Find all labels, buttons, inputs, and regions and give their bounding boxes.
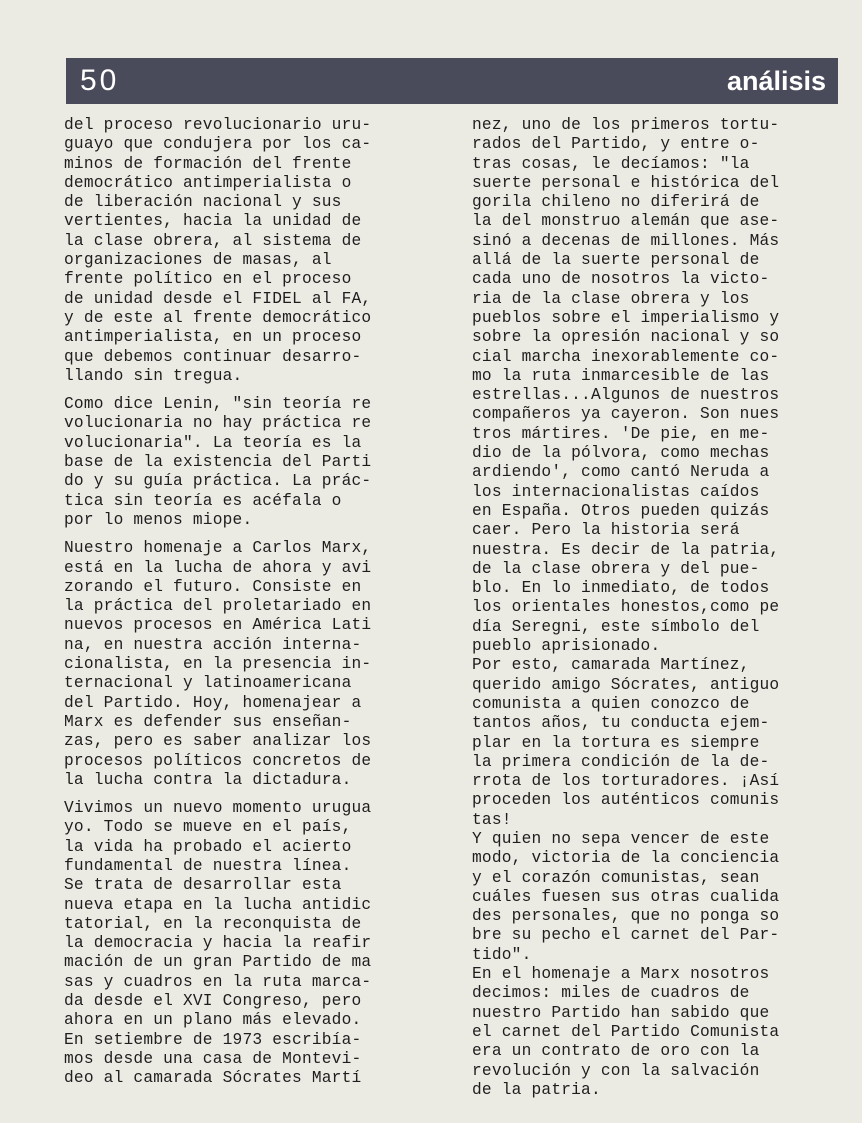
text-line: deo al camarada Sócrates Martí [64, 1069, 362, 1088]
text-line: nez, uno de los primeros tortu- [472, 116, 780, 134]
text-line: de la clase obrera y del pue- [472, 559, 760, 578]
text-line: tas! [472, 810, 512, 829]
text-line: está en la lucha de ahora y avi [64, 558, 372, 577]
text-line: el carnet del Partido Comunista [472, 1022, 780, 1041]
text-line: ahora en un plano más elevado. [64, 1011, 362, 1030]
text-line: minos de formación del frente [64, 154, 352, 173]
text-line: ria de la clase obrera y los [472, 289, 750, 308]
text-line: Se trata de desarrollar esta [64, 876, 342, 895]
text-line: volucionaria no hay práctica re [64, 414, 372, 433]
text-line: base de la existencia del Parti [64, 453, 372, 472]
text-line: des personales, que no ponga so [472, 907, 780, 926]
text-line: volucionaria". La teoría es la [64, 433, 362, 452]
text-line: en España. Otros pueden quizás [472, 501, 770, 520]
text-line: allá de la suerte personal de [472, 251, 760, 270]
text-line: del proceso revolucionario uru- [64, 116, 372, 134]
text-line: gorila chileno no diferirá de [472, 193, 760, 212]
text-line: compañeros ya cayeron. Son nues [472, 405, 780, 424]
paragraph [64, 539, 432, 790]
text-line: nuestra. Es decir de la patria, [472, 540, 780, 559]
text-line: por lo menos miope. [64, 510, 253, 529]
text-line: mos desde una casa de Montevi- [64, 1049, 362, 1068]
text-line: En el homenaje a Marx nosotros [472, 965, 770, 984]
text-line: tido". [472, 945, 532, 964]
page-header-bar [66, 58, 838, 104]
text-line: na, en nuestra acción interna- [64, 635, 362, 654]
text-line: los orientales honestos,como pe [472, 598, 780, 617]
text-line: y de este al frente democrático [64, 308, 372, 327]
text-line: tica sin teoría es acéfala o [64, 491, 342, 510]
text-line: sinó a decenas de millones. Más [472, 231, 780, 250]
paragraph [64, 395, 432, 530]
text-line: pueblos sobre el imperialismo y [472, 308, 780, 327]
text-line: llando sin tregua. [64, 366, 243, 385]
text-line: la democracia y hacia la reafir [64, 934, 372, 953]
text-line: antimperialista, en un proceso [64, 328, 362, 347]
text-line: tros mártires. 'De pie, en me- [472, 424, 770, 443]
text-line: proceden los auténticos comunis [472, 791, 780, 810]
text-line: de la patria. [472, 1080, 601, 1099]
page-number: 50 [80, 64, 120, 97]
text-line: y el corazón comunistas, sean [472, 868, 760, 887]
text-line: fundamental de nuestra línea. [64, 856, 352, 875]
paragraph-gap [64, 530, 432, 539]
paragraph [64, 116, 432, 386]
text-line: nueva etapa en la lucha antidic [64, 895, 372, 914]
text-line: guayo que condujera por los ca- [64, 135, 372, 154]
section-title: análisis [726, 66, 826, 96]
text-line: la del monstruo alemán que ase- [472, 212, 780, 231]
paragraph [64, 799, 432, 1088]
text-line: modo, victoria de la conciencia [472, 849, 780, 868]
text-line: procesos políticos concretos de [64, 751, 372, 770]
text-line: rados del Partido, y entre o- [472, 135, 760, 154]
text-line: ardiendo', como cantó Neruda a [472, 463, 770, 482]
text-line: pueblo aprisionado. [472, 637, 661, 656]
text-line: do y su guía práctica. La prác- [64, 472, 372, 491]
text-line: Marx es defender sus enseñan- [64, 712, 352, 731]
text-line: vertientes, hacia la unidad de [64, 212, 362, 231]
text-line: era un contrato de oro con la [472, 1042, 760, 1061]
paragraph [472, 116, 840, 1100]
text-line: cuáles fuesen sus otras cualida [472, 887, 780, 906]
text-line: querido amigo Sócrates, antiguo [472, 675, 780, 694]
text-line: decimos: miles de cuadros de [472, 984, 750, 1003]
text-line: Nuestro homenaje a Carlos Marx, [64, 539, 372, 558]
text-line: Por esto, camarada Martínez, [472, 656, 750, 675]
text-line: democrático antimperialista o [64, 173, 352, 192]
right-text-column [472, 116, 840, 1100]
text-line: de unidad desde el FIDEL al FA, [64, 289, 372, 308]
text-line: comunista a quien conozco de [472, 694, 750, 713]
text-line: la lucha contra la dictadura. [64, 770, 352, 789]
text-line: sobre la opresión nacional y so [472, 328, 780, 347]
text-line: tras cosas, le decíamos: "la [472, 154, 750, 173]
text-line: Como dice Lenin, "sin teoría re [64, 395, 372, 414]
text-line: da desde el XVI Congreso, pero [64, 992, 362, 1011]
text-line: plar en la tortura es siempre [472, 733, 760, 752]
text-line: día Seregni, este símbolo del [472, 617, 760, 636]
text-line: la vida ha probado el acierto [64, 837, 352, 856]
text-line: mación de un gran Partido de ma [64, 953, 372, 972]
text-line: nuevos procesos en América Lati [64, 616, 372, 635]
text-line: blo. En lo inmediato, de todos [472, 579, 770, 598]
text-line: revolución y con la salvación [472, 1061, 760, 1080]
text-line: cada uno de nosotros la victo- [472, 270, 770, 289]
text-line: zorando el futuro. Consiste en [64, 577, 362, 596]
paragraph-gap [64, 386, 432, 395]
text-line: yo. Todo se mueve en el país, [64, 818, 352, 837]
text-line: suerte personal e histórica del [472, 173, 780, 192]
text-line: frente político en el proceso [64, 270, 352, 289]
text-line: Vivimos un nuevo momento urugua [64, 799, 372, 818]
text-line: la práctica del proletariado en [64, 597, 372, 616]
text-line: la primera condición de la de- [472, 752, 770, 771]
text-line: ternacional y latinoamericana [64, 674, 352, 693]
text-line: Y quien no sepa vencer de este [472, 829, 770, 848]
text-line: dio de la pólvora, como mechas [472, 444, 770, 463]
text-line: estrellas...Algunos de nuestros [472, 386, 780, 405]
text-line: tantos años, tu conducta ejem- [472, 714, 770, 733]
text-line: organizaciones de masas, al [64, 251, 332, 270]
text-line: zas, pero es saber analizar los [64, 732, 372, 751]
text-line: rrota de los torturadores. ¡Así [472, 772, 780, 791]
text-line: En setiembre de 1973 escribía- [64, 1030, 362, 1049]
text-line: caer. Pero la historia será [472, 521, 740, 540]
text-line: del Partido. Hoy, homenajear a [64, 693, 362, 712]
text-line: los internacionalistas caídos [472, 482, 760, 501]
text-line: cionalista, en la presencia in- [64, 655, 372, 674]
paragraph-gap [64, 790, 432, 799]
text-line: sas y cuadros en la ruta marca- [64, 972, 372, 991]
left-text-column [64, 116, 432, 1089]
text-line: mo la ruta inmarcesible de las [472, 366, 770, 385]
text-line: la clase obrera, al sistema de [64, 231, 362, 250]
text-line: bre su pecho el carnet del Par- [472, 926, 780, 945]
text-line: tatorial, en la reconquista de [64, 914, 362, 933]
text-line: de liberación nacional y sus [64, 193, 342, 212]
text-line: cial marcha inexorablemente co- [472, 347, 780, 366]
text-line: nuestro Partido han sabido que [472, 1003, 770, 1022]
text-line: que debemos continuar desarro- [64, 347, 362, 366]
